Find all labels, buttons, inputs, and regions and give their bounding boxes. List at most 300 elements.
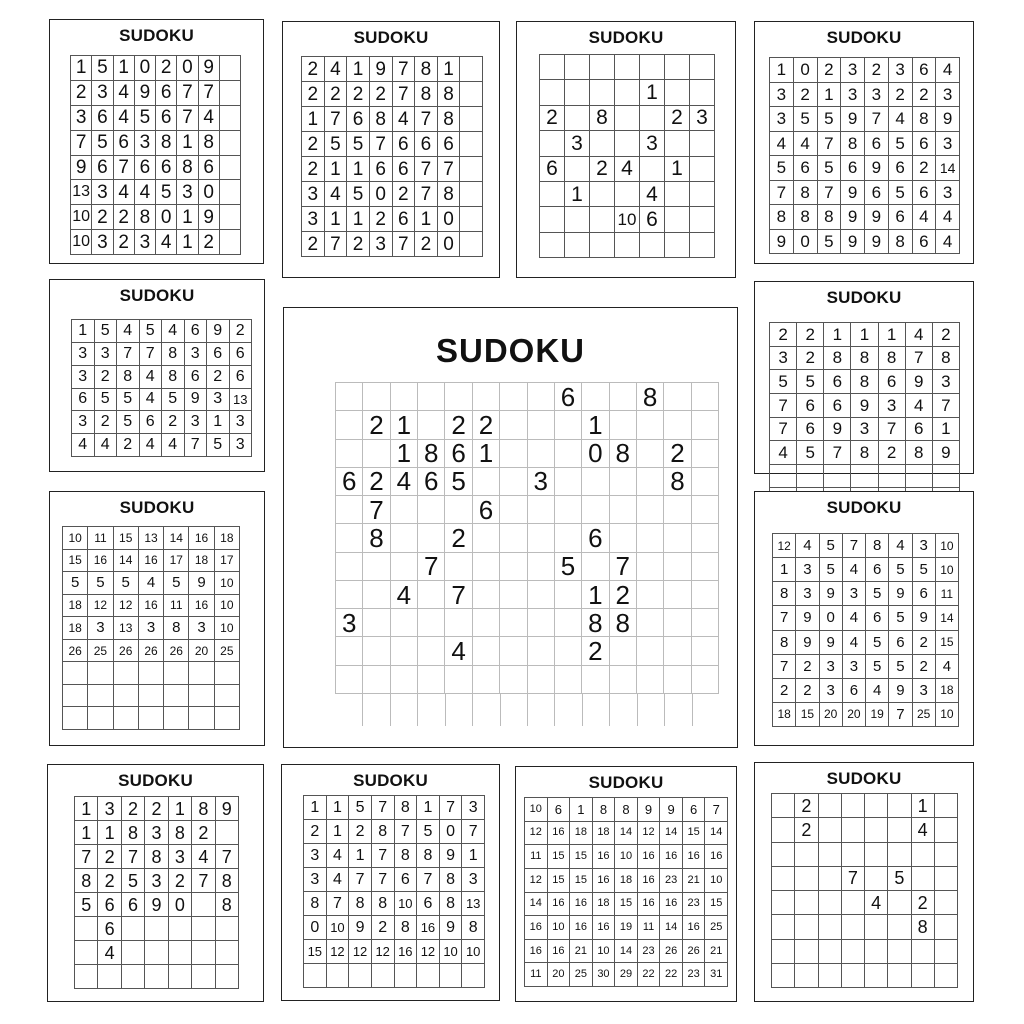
grid-cell[interactable]: 10 (215, 617, 240, 640)
grid-cell[interactable]: 16 (88, 550, 113, 573)
grid-cell[interactable]: 2 (98, 869, 121, 893)
grid-cell[interactable]: 2 (122, 797, 145, 821)
grid-cell[interactable]: 7 (415, 157, 438, 182)
grid-cell[interactable] (192, 917, 215, 941)
grid-cell[interactable]: 14 (660, 916, 683, 940)
grid-cell[interactable]: 16 (525, 916, 548, 940)
grid-cell[interactable] (865, 915, 888, 939)
grid-cell[interactable] (615, 80, 640, 105)
grid-cell[interactable]: 2 (302, 157, 325, 182)
grid-cell[interactable]: 8 (177, 156, 198, 181)
grid-cell[interactable]: 8 (794, 181, 818, 206)
grid-cell[interactable]: 5 (555, 553, 582, 581)
grid-cell[interactable]: 3 (189, 617, 214, 640)
grid-cell[interactable] (664, 383, 691, 411)
grid-cell[interactable]: 3 (98, 797, 121, 821)
grid-cell[interactable]: 3 (304, 844, 327, 868)
grid-cell[interactable] (75, 965, 98, 989)
grid-cell[interactable]: 8 (164, 617, 189, 640)
grid-cell[interactable]: 1 (114, 56, 135, 81)
grid-cell[interactable]: 4 (391, 581, 418, 609)
grid-cell[interactable]: 9 (770, 230, 794, 255)
grid-cell[interactable] (565, 233, 590, 258)
grid-cell[interactable] (336, 637, 363, 665)
grid-cell[interactable] (637, 496, 664, 524)
grid-cell[interactable]: 3 (841, 83, 865, 108)
grid-cell[interactable]: 15 (304, 940, 327, 964)
grid-cell[interactable]: 12 (417, 940, 440, 964)
grid-cell[interactable] (122, 965, 145, 989)
grid-cell[interactable] (819, 964, 842, 988)
grid-cell[interactable]: 2 (114, 205, 135, 230)
grid-cell[interactable] (692, 581, 719, 609)
grid-cell[interactable] (540, 207, 565, 232)
grid-cell[interactable] (500, 496, 527, 524)
grid-cell[interactable]: 9 (440, 916, 463, 940)
grid-cell[interactable] (565, 80, 590, 105)
grid-cell[interactable]: 13 (114, 617, 139, 640)
grid-cell[interactable]: 20 (548, 963, 571, 987)
grid-cell[interactable]: 3 (796, 558, 819, 582)
grid-cell[interactable]: 8 (415, 57, 438, 82)
grid-cell[interactable]: 6 (865, 132, 889, 157)
grid-cell[interactable] (555, 666, 582, 694)
grid-cell[interactable] (460, 232, 483, 257)
grid-cell[interactable]: 1 (415, 207, 438, 232)
grid-cell[interactable]: 8 (913, 107, 937, 132)
grid-cell[interactable]: 5 (770, 156, 794, 181)
grid-cell[interactable]: 7 (462, 820, 485, 844)
grid-cell[interactable]: 3 (185, 411, 208, 434)
grid-cell[interactable]: 7 (818, 132, 842, 157)
grid-cell[interactable]: 7 (393, 57, 416, 82)
grid-cell[interactable]: 7 (415, 107, 438, 132)
grid-cell[interactable]: 2 (169, 869, 192, 893)
grid-cell[interactable]: 5 (818, 156, 842, 181)
grid-cell[interactable]: 7 (818, 181, 842, 206)
grid-cell[interactable]: 12 (773, 534, 796, 558)
grid-cell[interactable]: 26 (683, 940, 706, 964)
grid-cell[interactable]: 6 (889, 205, 913, 230)
grid-cell[interactable] (912, 940, 935, 964)
grid-cell[interactable]: 2 (145, 797, 168, 821)
grid-cell[interactable] (615, 233, 640, 258)
grid-cell[interactable] (692, 496, 719, 524)
grid-cell[interactable]: 10 (71, 205, 92, 230)
grid-cell[interactable] (164, 662, 189, 685)
grid-cell[interactable] (528, 553, 555, 581)
grid-cell[interactable] (610, 496, 637, 524)
grid-cell[interactable] (935, 964, 958, 988)
grid-cell[interactable]: 3 (843, 655, 866, 679)
grid-cell[interactable]: 4 (156, 230, 177, 255)
grid-cell[interactable]: 9 (199, 205, 220, 230)
grid-cell[interactable] (391, 637, 418, 665)
grid-cell[interactable]: 3 (185, 343, 208, 366)
grid-cell[interactable]: 16 (570, 893, 593, 917)
grid-cell[interactable]: 9 (841, 230, 865, 255)
grid-cell[interactable] (460, 157, 483, 182)
grid-cell[interactable]: 8 (395, 916, 418, 940)
grid-cell[interactable]: 13 (462, 892, 485, 916)
grid-cell[interactable]: 8 (610, 440, 637, 468)
grid-cell[interactable]: 4 (325, 57, 348, 82)
grid-cell[interactable]: 10 (215, 595, 240, 618)
grid-cell[interactable]: 2 (933, 323, 960, 347)
grid-cell[interactable]: 4 (615, 157, 640, 182)
grid-cell[interactable] (88, 707, 113, 730)
grid-cell[interactable]: 7 (824, 441, 851, 465)
grid-cell[interactable]: 8 (824, 347, 851, 371)
grid-cell[interactable]: 7 (415, 182, 438, 207)
grid-cell[interactable]: 6 (445, 440, 472, 468)
grid-cell[interactable] (145, 941, 168, 965)
sudoku-card-6[interactable] (754, 281, 974, 474)
grid-cell[interactable]: 1 (582, 581, 609, 609)
grid-cell[interactable]: 1 (879, 323, 906, 347)
grid-cell[interactable] (637, 524, 664, 552)
grid-cell[interactable] (528, 666, 555, 694)
grid-cell[interactable]: 9 (796, 606, 819, 630)
grid-cell[interactable]: 6 (122, 893, 145, 917)
grid-cell[interactable]: 9 (936, 107, 960, 132)
grid-cell[interactable]: 1 (851, 323, 878, 347)
grid-cell[interactable]: 8 (818, 205, 842, 230)
grid-cell[interactable] (192, 941, 215, 965)
grid-cell[interactable]: 4 (913, 205, 937, 230)
grid-cell[interactable]: 3 (336, 609, 363, 637)
grid-cell[interactable] (935, 843, 958, 867)
grid-cell[interactable]: 2 (372, 916, 395, 940)
grid-cell[interactable]: 1 (304, 796, 327, 820)
grid-cell[interactable] (216, 917, 239, 941)
grid-cell[interactable]: 9 (824, 418, 851, 442)
grid-cell[interactable] (363, 440, 390, 468)
grid-cell[interactable]: 16 (395, 940, 418, 964)
grid-cell[interactable]: 16 (189, 595, 214, 618)
grid-cell[interactable] (460, 182, 483, 207)
grid-cell[interactable]: 15 (683, 822, 706, 846)
grid-cell[interactable]: 9 (189, 572, 214, 595)
grid-cell[interactable]: 7 (192, 869, 215, 893)
grid-cell[interactable]: 3 (889, 58, 913, 83)
grid-cell[interactable]: 6 (185, 320, 208, 343)
grid-cell[interactable] (336, 496, 363, 524)
grid-cell[interactable] (555, 637, 582, 665)
grid-cell[interactable]: 6 (548, 798, 571, 822)
grid-cell[interactable]: 5 (162, 389, 185, 412)
grid-cell[interactable]: 14 (660, 822, 683, 846)
grid-cell[interactable] (692, 411, 719, 439)
grid-cell[interactable] (445, 383, 472, 411)
grid-cell[interactable]: 7 (349, 868, 372, 892)
grid-cell[interactable] (363, 609, 390, 637)
grid-cell[interactable]: 8 (664, 468, 691, 496)
grid-cell[interactable]: 7 (438, 157, 461, 182)
grid-cell[interactable]: 2 (415, 232, 438, 257)
grid-cell[interactable] (500, 553, 527, 581)
main-sudoku-card[interactable] (283, 307, 738, 748)
grid-cell[interactable]: 3 (841, 58, 865, 83)
grid-cell[interactable]: 2 (302, 57, 325, 82)
sudoku-card-9[interactable] (47, 764, 264, 1002)
grid-cell[interactable]: 1 (169, 797, 192, 821)
grid-cell[interactable] (610, 666, 637, 694)
grid-cell[interactable]: 2 (796, 655, 819, 679)
grid-cell[interactable] (664, 666, 691, 694)
grid-cell[interactable]: 6 (393, 132, 416, 157)
grid-cell[interactable] (590, 80, 615, 105)
grid-cell[interactable]: 10 (395, 892, 418, 916)
grid-cell[interactable]: 2 (913, 83, 937, 108)
grid-cell[interactable] (690, 207, 715, 232)
grid-cell[interactable] (865, 964, 888, 988)
grid-cell[interactable]: 16 (548, 822, 571, 846)
grid-cell[interactable]: 6 (913, 58, 937, 83)
grid-cell[interactable]: 7 (140, 343, 163, 366)
grid-cell[interactable]: 6 (866, 558, 889, 582)
grid-cell[interactable]: 4 (843, 558, 866, 582)
grid-cell[interactable]: 8 (304, 892, 327, 916)
grid-cell[interactable]: 2 (393, 182, 416, 207)
grid-cell[interactable] (842, 940, 865, 964)
grid-cell[interactable] (795, 940, 818, 964)
grid-cell[interactable]: 3 (565, 131, 590, 156)
grid-cell[interactable] (665, 207, 690, 232)
grid-cell[interactable] (795, 843, 818, 867)
grid-cell[interactable]: 7 (75, 845, 98, 869)
grid-cell[interactable]: 3 (169, 845, 192, 869)
grid-cell[interactable] (336, 524, 363, 552)
grid-cell[interactable] (500, 440, 527, 468)
grid-cell[interactable]: 0 (199, 180, 220, 205)
grid-cell[interactable]: 9 (638, 798, 661, 822)
grid-cell[interactable]: 0 (794, 58, 818, 83)
grid-cell[interactable]: 2 (445, 524, 472, 552)
grid-cell[interactable]: 8 (162, 366, 185, 389)
grid-cell[interactable]: 9 (841, 181, 865, 206)
grid-cell[interactable]: 4 (114, 180, 135, 205)
grid-cell[interactable] (363, 383, 390, 411)
grid-cell[interactable]: 16 (570, 916, 593, 940)
grid-cell[interactable]: 2 (207, 366, 230, 389)
grid-cell[interactable]: 3 (72, 343, 95, 366)
grid-cell[interactable] (865, 843, 888, 867)
grid-cell[interactable]: 14 (525, 893, 548, 917)
grid-cell[interactable]: 1 (640, 80, 665, 105)
grid-cell[interactable]: 6 (98, 917, 121, 941)
grid-cell[interactable] (500, 609, 527, 637)
grid-cell[interactable]: 8 (912, 915, 935, 939)
grid-cell[interactable]: 2 (71, 81, 92, 106)
grid-cell[interactable]: 8 (417, 844, 440, 868)
grid-cell[interactable]: 4 (445, 637, 472, 665)
grid-cell[interactable]: 2 (370, 82, 393, 107)
grid-cell[interactable] (615, 182, 640, 207)
grid-cell[interactable]: 25 (913, 703, 936, 727)
grid-cell[interactable]: 9 (820, 582, 843, 606)
grid-cell[interactable]: 6 (797, 394, 824, 418)
grid-cell[interactable]: 3 (92, 230, 113, 255)
grid-cell[interactable] (565, 207, 590, 232)
grid-cell[interactable] (418, 666, 445, 694)
grid-cell[interactable]: 2 (913, 631, 936, 655)
grid-cell[interactable] (640, 55, 665, 80)
grid-cell[interactable] (819, 867, 842, 891)
grid-cell[interactable] (391, 524, 418, 552)
grid-cell[interactable]: 0 (177, 56, 198, 81)
grid-cell[interactable] (445, 496, 472, 524)
grid-cell[interactable]: 14 (114, 550, 139, 573)
grid-cell[interactable] (540, 80, 565, 105)
grid-cell[interactable]: 3 (230, 411, 253, 434)
grid-cell[interactable]: 3 (879, 394, 906, 418)
grid-cell[interactable]: 3 (770, 347, 797, 371)
grid-cell[interactable]: 6 (913, 132, 937, 157)
grid-cell[interactable] (906, 465, 933, 489)
grid-cell[interactable] (690, 55, 715, 80)
grid-cell[interactable] (528, 581, 555, 609)
grid-cell[interactable]: 2 (879, 441, 906, 465)
grid-cell[interactable] (888, 818, 911, 842)
grid-cell[interactable]: 3 (770, 107, 794, 132)
grid-cell[interactable] (637, 553, 664, 581)
grid-cell[interactable]: 16 (548, 893, 571, 917)
grid-cell[interactable]: 5 (770, 370, 797, 394)
grid-cell[interactable]: 4 (796, 534, 819, 558)
grid-cell[interactable]: 5 (866, 655, 889, 679)
grid-cell[interactable]: 9 (145, 893, 168, 917)
grid-cell[interactable]: 4 (140, 366, 163, 389)
grid-cell[interactable]: 7 (770, 418, 797, 442)
grid-cell[interactable]: 4 (936, 58, 960, 83)
grid-cell[interactable]: 1 (665, 157, 690, 182)
grid-cell[interactable]: 3 (92, 180, 113, 205)
grid-cell[interactable]: 8 (162, 343, 185, 366)
grid-cell[interactable] (819, 794, 842, 818)
grid-cell[interactable]: 2 (302, 82, 325, 107)
grid-cell[interactable]: 7 (773, 606, 796, 630)
grid-cell[interactable]: 4 (770, 132, 794, 157)
grid-cell[interactable]: 22 (638, 963, 661, 987)
grid-cell[interactable]: 3 (302, 207, 325, 232)
grid-cell[interactable]: 6 (370, 157, 393, 182)
grid-cell[interactable] (114, 685, 139, 708)
grid-cell[interactable]: 7 (889, 703, 912, 727)
grid-cell[interactable] (528, 524, 555, 552)
grid-cell[interactable]: 1 (207, 411, 230, 434)
grid-cell[interactable]: 7 (372, 796, 395, 820)
grid-cell[interactable]: 4 (117, 320, 140, 343)
grid-cell[interactable]: 3 (843, 582, 866, 606)
grid-cell[interactable]: 2 (795, 818, 818, 842)
grid-cell[interactable] (500, 524, 527, 552)
grid-cell[interactable]: 21 (570, 940, 593, 964)
grid-cell[interactable]: 18 (570, 822, 593, 846)
grid-cell[interactable]: 4 (794, 132, 818, 157)
grid-cell[interactable]: 4 (140, 389, 163, 412)
grid-cell[interactable]: 3 (690, 106, 715, 131)
grid-cell[interactable] (63, 707, 88, 730)
grid-cell[interactable]: 4 (72, 434, 95, 457)
grid-cell[interactable]: 7 (372, 844, 395, 868)
grid-cell[interactable]: 1 (302, 107, 325, 132)
grid-cell[interactable] (372, 964, 395, 988)
grid-cell[interactable] (189, 662, 214, 685)
grid-cell[interactable]: 9 (933, 441, 960, 465)
grid-cell[interactable]: 5 (866, 631, 889, 655)
grid-cell[interactable] (169, 965, 192, 989)
grid-cell[interactable]: 2 (95, 411, 118, 434)
grid-cell[interactable]: 8 (192, 797, 215, 821)
grid-cell[interactable]: 5 (114, 572, 139, 595)
grid-cell[interactable]: 8 (169, 821, 192, 845)
grid-cell[interactable] (664, 581, 691, 609)
grid-cell[interactable]: 0 (304, 916, 327, 940)
grid-cell[interactable]: 9 (851, 394, 878, 418)
grid-cell[interactable] (772, 964, 795, 988)
grid-cell[interactable] (63, 662, 88, 685)
grid-cell[interactable]: 8 (438, 107, 461, 132)
grid-cell[interactable]: 4 (114, 81, 135, 106)
grid-cell[interactable]: 6 (140, 411, 163, 434)
grid-cell[interactable]: 7 (440, 796, 463, 820)
grid-cell[interactable]: 1 (177, 131, 198, 156)
grid-cell[interactable] (528, 496, 555, 524)
grid-cell[interactable]: 8 (363, 524, 390, 552)
grid-cell[interactable]: 7 (71, 131, 92, 156)
grid-cell[interactable] (637, 666, 664, 694)
grid-cell[interactable]: 12 (114, 595, 139, 618)
grid-cell[interactable] (189, 707, 214, 730)
grid-cell[interactable]: 20 (820, 703, 843, 727)
grid-cell[interactable]: 8 (440, 892, 463, 916)
grid-cell[interactable] (865, 940, 888, 964)
grid-cell[interactable]: 2 (162, 411, 185, 434)
grid-cell[interactable] (692, 609, 719, 637)
grid-cell[interactable]: 8 (773, 631, 796, 655)
grid-cell[interactable] (216, 941, 239, 965)
grid-cell[interactable] (690, 131, 715, 156)
grid-cell[interactable] (122, 917, 145, 941)
grid-cell[interactable]: 2 (156, 56, 177, 81)
grid-cell[interactable] (637, 609, 664, 637)
grid-cell[interactable]: 11 (638, 916, 661, 940)
grid-cell[interactable]: 7 (843, 534, 866, 558)
grid-cell[interactable] (888, 940, 911, 964)
grid-cell[interactable]: 2 (230, 320, 253, 343)
grid-cell[interactable]: 2 (117, 434, 140, 457)
grid-cell[interactable]: 6 (207, 343, 230, 366)
grid-cell[interactable]: 6 (393, 157, 416, 182)
grid-cell[interactable]: 15 (936, 631, 959, 655)
grid-cell[interactable] (473, 553, 500, 581)
grid-cell[interactable] (500, 581, 527, 609)
grid-cell[interactable]: 3 (135, 230, 156, 255)
grid-cell[interactable]: 6 (824, 370, 851, 394)
grid-cell[interactable]: 6 (913, 181, 937, 206)
grid-cell[interactable] (615, 131, 640, 156)
grid-cell[interactable] (640, 233, 665, 258)
grid-cell[interactable]: 5 (888, 867, 911, 891)
grid-cell[interactable]: 9 (660, 798, 683, 822)
grid-cell[interactable]: 8 (438, 82, 461, 107)
grid-cell[interactable] (75, 917, 98, 941)
grid-cell[interactable]: 8 (841, 132, 865, 157)
grid-cell[interactable]: 5 (820, 558, 843, 582)
grid-cell[interactable]: 22 (660, 963, 683, 987)
grid-cell[interactable]: 4 (889, 107, 913, 132)
